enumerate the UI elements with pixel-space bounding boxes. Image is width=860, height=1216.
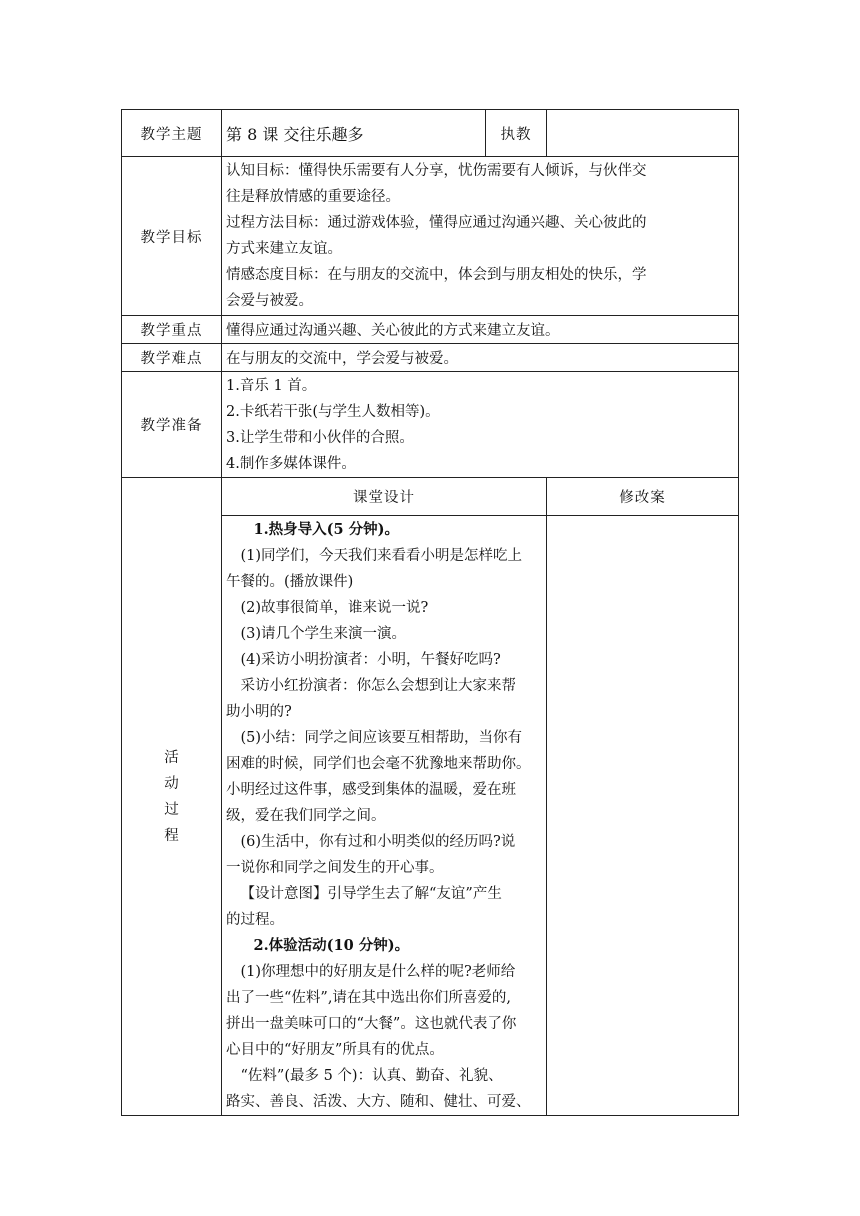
design-line: 【设计意图】引导学生去了解“友谊”产生 xyxy=(240,886,502,902)
activity-label-char: 动 xyxy=(164,775,179,792)
design-line: “佐料”(最多 5 个)：认真、勤奋、礼貌、 xyxy=(240,1068,503,1084)
goals-content xyxy=(222,157,739,316)
topic-value: 第 8 课 交往乐趣多 xyxy=(222,110,486,157)
design-line: 助小明的? xyxy=(226,704,292,720)
preparation-label: 教学准备 xyxy=(122,372,222,478)
preparation-item: 1.音乐 1 首。 xyxy=(226,377,317,394)
activity-label-char: 程 xyxy=(164,827,179,844)
goals-line: 会爱与被爱。 xyxy=(226,293,313,309)
design-line: (5)小结：同学之间应该要互相帮助，当你有 xyxy=(240,730,523,746)
activity-label-char: 活 xyxy=(164,749,179,766)
design-lines xyxy=(226,517,542,1115)
goals-line: 情感态度目标：在与朋友的交流中，体会到与朋友相处的快乐，学 xyxy=(226,267,647,283)
teacher-label: 执教 xyxy=(486,110,547,157)
goals-line: 往是释放情感的重要途径。 xyxy=(226,189,400,205)
activity-label xyxy=(122,478,222,1116)
goals-label: 教学目标 xyxy=(122,157,222,316)
design-line: (6)生活中，你有过和小明类似的经历吗?说 xyxy=(240,834,516,850)
key-point-text: 懂得应通过沟通兴趣、关心彼此的方式来建立友谊。 xyxy=(222,316,739,344)
row-topic xyxy=(122,110,739,157)
row-preparation xyxy=(122,372,739,478)
lesson-plan-table xyxy=(121,109,739,1116)
design-content xyxy=(222,516,547,1116)
design-line: 一说你和同学之间发生的开心事。 xyxy=(226,860,444,876)
design-line: 路实、善良、活泼、大方、随和、健壮、可爱、 xyxy=(226,1094,531,1110)
design-line: (1)你理想中的好朋友是什么样的呢?老师给 xyxy=(240,964,516,980)
design-line: 心目中的“好朋友”所具有的优点。 xyxy=(226,1042,444,1058)
preparation-content xyxy=(222,372,739,478)
col-revise-header: 修改案 xyxy=(547,478,739,516)
design-line: 小明经过这件事，感受到集体的温暖，爱在班 xyxy=(226,782,516,798)
col-design-header: 课堂设计 xyxy=(222,478,547,516)
design-line: 出了一些“佐料”,请在其中选出你们所喜爱的, xyxy=(226,990,512,1006)
goals-line: 过程方法目标：通过游戏体验，懂得应通过沟通兴趣、关心彼此的 xyxy=(226,215,647,231)
design-line: 的过程。 xyxy=(226,912,284,928)
preparation-item: 2.卡纸若干张(与学生人数相等)。 xyxy=(226,403,440,420)
activity-label-char: 过 xyxy=(164,801,179,818)
design-line: 1.热身导入(5 分钟)。 xyxy=(253,521,400,538)
topic-label: 教学主题 xyxy=(122,110,222,157)
design-line: 2.体验活动(10 分钟)。 xyxy=(253,937,410,954)
row-goals xyxy=(122,157,739,316)
design-line: (4)采访小明扮演者：小明，午餐好吃吗? xyxy=(240,652,501,668)
goals-line: 方式来建立友谊。 xyxy=(226,241,342,257)
row-key-point xyxy=(122,316,739,344)
revise-content[interactable] xyxy=(547,516,739,1116)
difficulty-text: 在与朋友的交流中，学会爱与被爱。 xyxy=(222,344,739,372)
design-line: (3)请几个学生来演一演。 xyxy=(240,626,407,642)
key-point-label: 教学重点 xyxy=(122,316,222,344)
teacher-value[interactable] xyxy=(547,110,739,157)
design-line: (1)同学们，今天我们来看看小明是怎样吃上 xyxy=(240,548,523,564)
design-line: 午餐的。(播放课件) xyxy=(226,574,354,590)
design-line: 困难的时候，同学们也会毫不犹豫地来帮助你。 xyxy=(226,756,531,772)
row-activity-header xyxy=(122,478,739,516)
goals-line: 认知目标：懂得快乐需要有人分享，忧伤需要有人倾诉，与伙伴交 xyxy=(226,163,647,179)
row-difficulty xyxy=(122,344,739,372)
preparation-item: 4.制作多媒体课件。 xyxy=(226,455,356,472)
preparation-item: 3.让学生带和小伙伴的合照。 xyxy=(226,429,414,446)
design-line: 拼出一盘美味可口的“大餐”。这也就代表了你 xyxy=(226,1016,517,1032)
design-line: (2)故事很简单，谁来说一说? xyxy=(240,600,429,616)
design-line: 级，爱在我们同学之间。 xyxy=(226,808,386,824)
difficulty-label: 教学难点 xyxy=(122,344,222,372)
design-line: 采访小红扮演者：你怎么会想到让大家来帮 xyxy=(240,678,516,694)
